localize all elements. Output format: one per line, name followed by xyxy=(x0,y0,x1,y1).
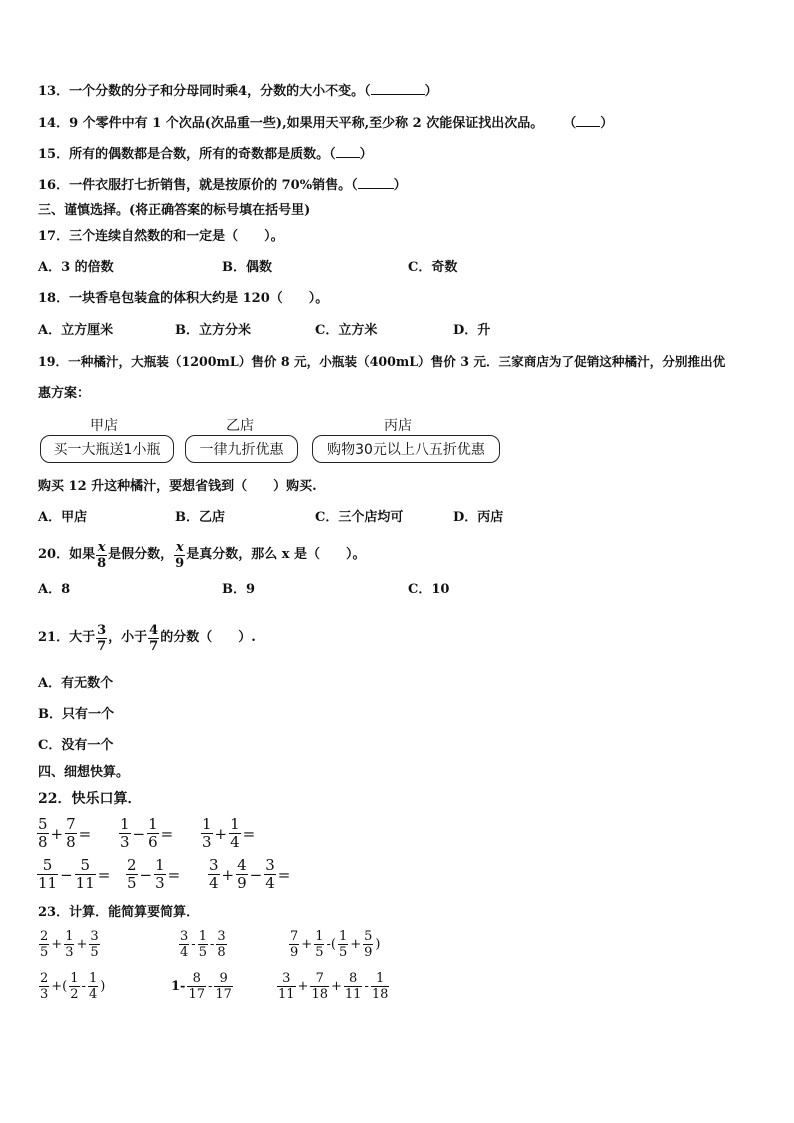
expression: $\frac{3}{4}$ + $\frac{4}{9}$ − $\frac{3}{4}$ = xyxy=(209,856,291,892)
expression: $\frac{2}{5}$ − $\frac{1}{3}$ = xyxy=(127,856,181,892)
answer-blank[interactable] xyxy=(371,83,425,95)
shop-name-bing: 丙店 xyxy=(384,418,412,434)
question-19-line2: 惠方案： xyxy=(38,386,91,401)
option-a[interactable]: A．3 的倍数 xyxy=(38,260,114,275)
option-d[interactable]: D．升 xyxy=(453,323,491,338)
question-19: 19．一种橘汁，大瓶装（1200mL）售价 8 元，小瓶装（400mL）售价 3 元．三家商店为了促销这种橘汁，分别推出优 xyxy=(38,354,726,369)
expression: $\frac{1}{3}$ + $\frac{1}{4}$ = xyxy=(202,815,256,851)
answer-blank[interactable] xyxy=(358,177,394,189)
expression: $\frac{2}{5}$ + $\frac{1}{3}$ + $\frac{3}{5}$ xyxy=(40,929,99,960)
answer-blank[interactable] xyxy=(576,115,600,127)
option-c[interactable]: C．三个店均可 xyxy=(315,510,404,525)
option-d[interactable]: D．丙店 xyxy=(453,510,504,525)
expression: 1- $\frac{8}{17}$ - $\frac{9}{17}$ xyxy=(171,971,232,1002)
expression: $\frac{7}{9}$ + $\frac{1}{5}$ -( $\frac{1}{5}$ + $\frac{5}{9}$ ) xyxy=(290,929,381,960)
option-c[interactable]: C．没有一个 xyxy=(38,738,114,753)
option-b[interactable]: B．乙店 xyxy=(175,510,225,525)
expression: $\frac{3}{4}$ - $\frac{1}{5}$ - $\frac{3}{8}$ xyxy=(180,929,226,960)
question-17-text: 三个连续自然数的和一定是（ ）。 xyxy=(69,229,284,244)
option-a[interactable]: A．甲店 xyxy=(38,510,88,525)
section-3-heading: 三、谨慎选择。(将正确答案的标号填在括号里) xyxy=(38,203,311,218)
fraction: $\frac{4}{7}$ xyxy=(149,622,159,654)
question-15-text: 所有的偶数都是合数，所有的奇数都是质数。（ xyxy=(69,147,336,162)
question-14-text: 9 个零件中有 1 个次品(次品重一些),如果用天平称,至少称 2 次能保证找出次品。 xyxy=(69,116,544,131)
fraction: $\frac{3}{7}$ xyxy=(97,622,107,654)
question-22: 22．快乐口算． xyxy=(38,791,142,807)
expression: $\frac{1}{3}$ − $\frac{1}{6}$ = xyxy=(120,815,174,851)
option-a[interactable]: A．有无数个 xyxy=(38,676,114,691)
fraction: $\frac{x}{9}$ xyxy=(175,539,185,571)
question-16-text: 一件衣服打七折销售，就是按原价的 70%销售。（ xyxy=(69,178,358,193)
question-13-text: 一个分数的分子和分母同时乘4，分数的大小不变。（ xyxy=(69,84,371,99)
option-a[interactable]: A．立方厘米 xyxy=(38,323,114,338)
question-16: 16．一件衣服打七折销售，就是按原价的 70%销售。（ ） xyxy=(38,178,407,193)
section-4-heading: 四、细想快算。 xyxy=(38,765,130,780)
shop-offer-jia: 买一大瓶送1小瓶 xyxy=(40,435,174,463)
question-13: 13．一个分数的分子和分母同时乘4，分数的大小不变。（ ） xyxy=(38,84,438,99)
expression: $\frac{5}{11}$ − $\frac{5}{11}$ = xyxy=(38,856,111,892)
answer-blank[interactable] xyxy=(336,146,360,158)
question-15: 15．所有的偶数都是合数，所有的奇数都是质数。（ ） xyxy=(38,147,373,162)
option-b[interactable]: B．只有一个 xyxy=(38,707,114,722)
question-17: 17．三个连续自然数的和一定是（ ）。 xyxy=(38,229,284,244)
shop-offer-bing: 购物30元以上八五折优惠 xyxy=(312,435,500,463)
shop-offer-yi: 一律九折优惠 xyxy=(185,435,298,463)
question-14: 14．9 个零件中有 1 个次品(次品重一些),如果用天平称,至少称 2 次能保证找出次品。 （ ） xyxy=(38,116,614,131)
option-b[interactable]: B．立方分米 xyxy=(175,323,251,338)
question-23: 23．计算．能简算要简算． xyxy=(38,905,200,920)
expression: $\frac{2}{3}$ +( $\frac{1}{2}$ - $\frac{1}{4}$ ) xyxy=(40,971,106,1002)
question-21: 21． 大于 $\frac{3}{7}$ ，小于 $\frac{4}{7}$ 的分数（ ）. xyxy=(38,622,256,654)
option-c[interactable]: C．立方米 xyxy=(315,323,378,338)
expression: $\frac{5}{8}$ + $\frac{7}{8}$ = xyxy=(38,815,92,851)
option-b[interactable]: B．9 xyxy=(222,582,256,597)
option-a[interactable]: A．8 xyxy=(38,582,71,597)
option-b[interactable]: B．偶数 xyxy=(222,260,272,275)
question-20: 20． 如果 $\frac{x}{8}$ 是假分数， $\frac{x}{9}$ 是真分数，那么 x 是（ ）。 xyxy=(38,539,366,571)
fraction: $\frac{x}{8}$ xyxy=(97,539,107,571)
question-18: 18．一块香皂包装盒的体积大约是 120（ ）。 xyxy=(38,291,329,306)
shop-name-yi: 乙店 xyxy=(226,418,254,434)
shop-name-jia: 甲店 xyxy=(90,418,118,434)
question-18-text: 一块香皂包装盒的体积大约是 120（ ）。 xyxy=(69,291,329,306)
option-c[interactable]: C．10 xyxy=(408,582,450,597)
question-19-text: 一种橘汁，大瓶装（1200mL）售价 8 元，小瓶装（400mL）售价 3 元．三家商店为了促销这种橘汁，分别推出优 xyxy=(68,354,726,369)
option-c[interactable]: C．奇数 xyxy=(408,260,458,275)
expression: $\frac{3}{11}$ + $\frac{7}{18}$ + $\frac{8}{11}$ - $\frac{1}{18}$ xyxy=(278,971,389,1002)
question-19-prompt: 购买 12 升这种橘汁，要想省钱到（ ）购买. xyxy=(38,479,317,494)
